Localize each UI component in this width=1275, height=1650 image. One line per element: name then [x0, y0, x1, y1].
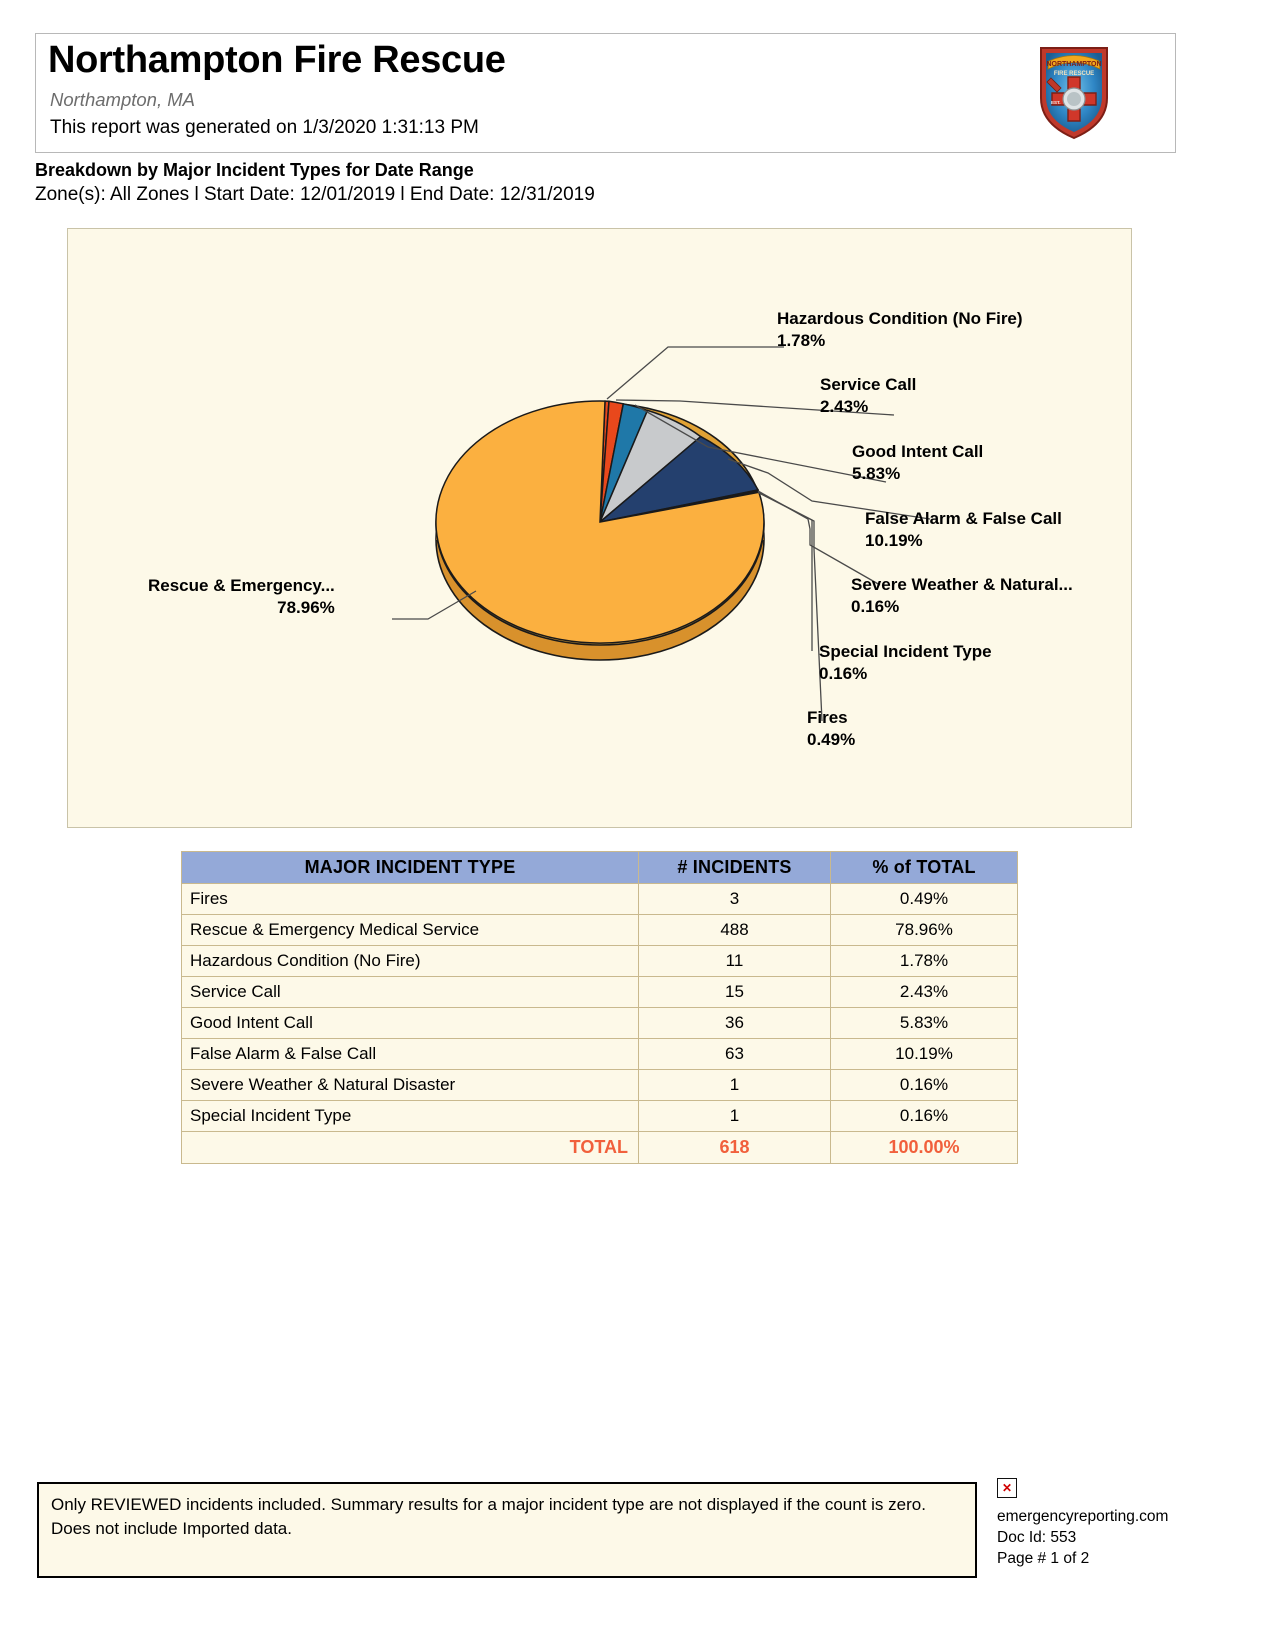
footer-note-line-1: Only REVIEWED incidents included. Summary results for a major incident type are not displayed if the count is zero.	[51, 1495, 926, 1514]
cell-incident-count: 1	[639, 1070, 831, 1101]
pie-label-pct: 78.96%	[277, 598, 335, 617]
cell-incident-count: 36	[639, 1008, 831, 1039]
cell-incident-type: Severe Weather & Natural Disaster	[182, 1070, 639, 1101]
pie-label-name: False Alarm & False Call	[865, 509, 1062, 528]
generated-timestamp: This report was generated on 1/3/2020 1:31:13 PM	[50, 117, 479, 138]
org-location: Northampton, MA	[50, 89, 195, 110]
report-filters: Zone(s): All Zones l Start Date: 12/01/2019 l End Date: 12/31/2019	[35, 184, 595, 205]
cell-incident-count: 1	[639, 1101, 831, 1132]
total-count: 618	[639, 1132, 831, 1164]
cell-incident-pct: 0.16%	[831, 1070, 1018, 1101]
total-pct: 100.00%	[831, 1132, 1018, 1164]
pie-label-pct: 5.83%	[852, 464, 901, 483]
cell-incident-pct: 5.83%	[831, 1008, 1018, 1039]
cell-incident-type: Rescue & Emergency Medical Service	[182, 915, 639, 946]
pie-label-name: Good Intent Call	[852, 442, 984, 461]
pie-label-pct: 2.43%	[820, 397, 869, 416]
cell-incident-type: Special Incident Type	[182, 1101, 639, 1132]
pie-label-name: Fires	[807, 708, 848, 727]
cell-incident-count: 488	[639, 915, 831, 946]
pie-label-name: Severe Weather & Natural...	[851, 575, 1073, 594]
pie-label-name: Rescue & Emergency...	[148, 576, 335, 595]
footer-site: emergencyreporting.com	[997, 1508, 1169, 1525]
table-row	[182, 946, 1018, 977]
pie-label-hazardous-condition	[777, 308, 1023, 352]
pie-label-pct: 0.49%	[807, 730, 856, 749]
broken-image-icon: ✕	[997, 1478, 1017, 1498]
column-header-pct-of-total: % of TOTAL	[831, 852, 1018, 884]
cell-incident-pct: 0.16%	[831, 1101, 1018, 1132]
cell-incident-type: False Alarm & False Call	[182, 1039, 639, 1070]
table-row	[182, 977, 1018, 1008]
report-header	[35, 33, 1176, 153]
pie-label-name: Service Call	[820, 375, 917, 394]
table-row	[182, 1070, 1018, 1101]
pie-label-pct: 10.19%	[865, 531, 923, 550]
cell-incident-type: Service Call	[182, 977, 639, 1008]
table-row	[182, 1101, 1018, 1132]
cell-incident-count: 63	[639, 1039, 831, 1070]
pie-label-service-call	[820, 374, 916, 418]
pie-label-pct: 1.78%	[777, 331, 826, 350]
cell-incident-pct: 1.78%	[831, 946, 1018, 977]
footer-note-line-2: Does not include Imported data.	[51, 1519, 292, 1538]
cell-incident-pct: 0.49%	[831, 884, 1018, 915]
cell-incident-count: 15	[639, 977, 831, 1008]
cell-incident-pct: 2.43%	[831, 977, 1018, 1008]
footer-note-box	[37, 1482, 977, 1578]
table-row	[182, 884, 1018, 915]
cell-incident-type: Good Intent Call	[182, 1008, 639, 1039]
pie-label-pct: 0.16%	[819, 664, 868, 683]
cell-incident-count: 3	[639, 884, 831, 915]
cell-incident-pct: 10.19%	[831, 1039, 1018, 1070]
page-title: Northampton Fire Rescue	[48, 39, 506, 81]
pie-label-special-incident-type	[819, 641, 992, 685]
cell-incident-count: 11	[639, 946, 831, 977]
column-header-major-incident-type: MAJOR INCIDENT TYPE	[182, 852, 639, 884]
footer-meta	[997, 1478, 1227, 1569]
table-row	[182, 1039, 1018, 1070]
cell-incident-pct: 78.96%	[831, 915, 1018, 946]
total-label: TOTAL	[182, 1132, 639, 1164]
pie-label-fires	[807, 707, 855, 751]
table-row	[182, 1008, 1018, 1039]
svg-text:NORTHAMPTON: NORTHAMPTON	[1046, 61, 1102, 68]
pie-label-name: Hazardous Condition (No Fire)	[777, 309, 1023, 328]
table-header-row	[182, 852, 1018, 884]
footer-page-number: Page # 1 of 2	[997, 1550, 1090, 1567]
table-total-row	[182, 1132, 1018, 1164]
pie-chart-panel	[67, 228, 1132, 828]
cell-incident-type: Fires	[182, 884, 639, 915]
svg-text:FIRE RESCUE: FIRE RESCUE	[1053, 71, 1095, 77]
report-subtitle: Breakdown by Major Incident Types for Date Range	[35, 160, 474, 180]
column-header-num-incidents: # INCIDENTS	[639, 852, 831, 884]
fire-department-badge-logo	[1033, 42, 1115, 142]
svg-text:EST.: EST.	[1051, 100, 1061, 105]
pie-label-name: Special Incident Type	[819, 642, 992, 661]
footer-doc-id: Doc Id: 553	[997, 1529, 1077, 1546]
pie-label-rescue-emergency	[148, 575, 335, 619]
table-row	[182, 915, 1018, 946]
incident-breakdown-table	[181, 851, 1018, 1164]
pie-label-good-intent-call	[852, 441, 983, 485]
pie-label-false-alarm	[865, 508, 1062, 552]
pie-label-pct: 0.16%	[851, 597, 900, 616]
cell-incident-type: Hazardous Condition (No Fire)	[182, 946, 639, 977]
pie-label-severe-weather	[851, 574, 1073, 618]
